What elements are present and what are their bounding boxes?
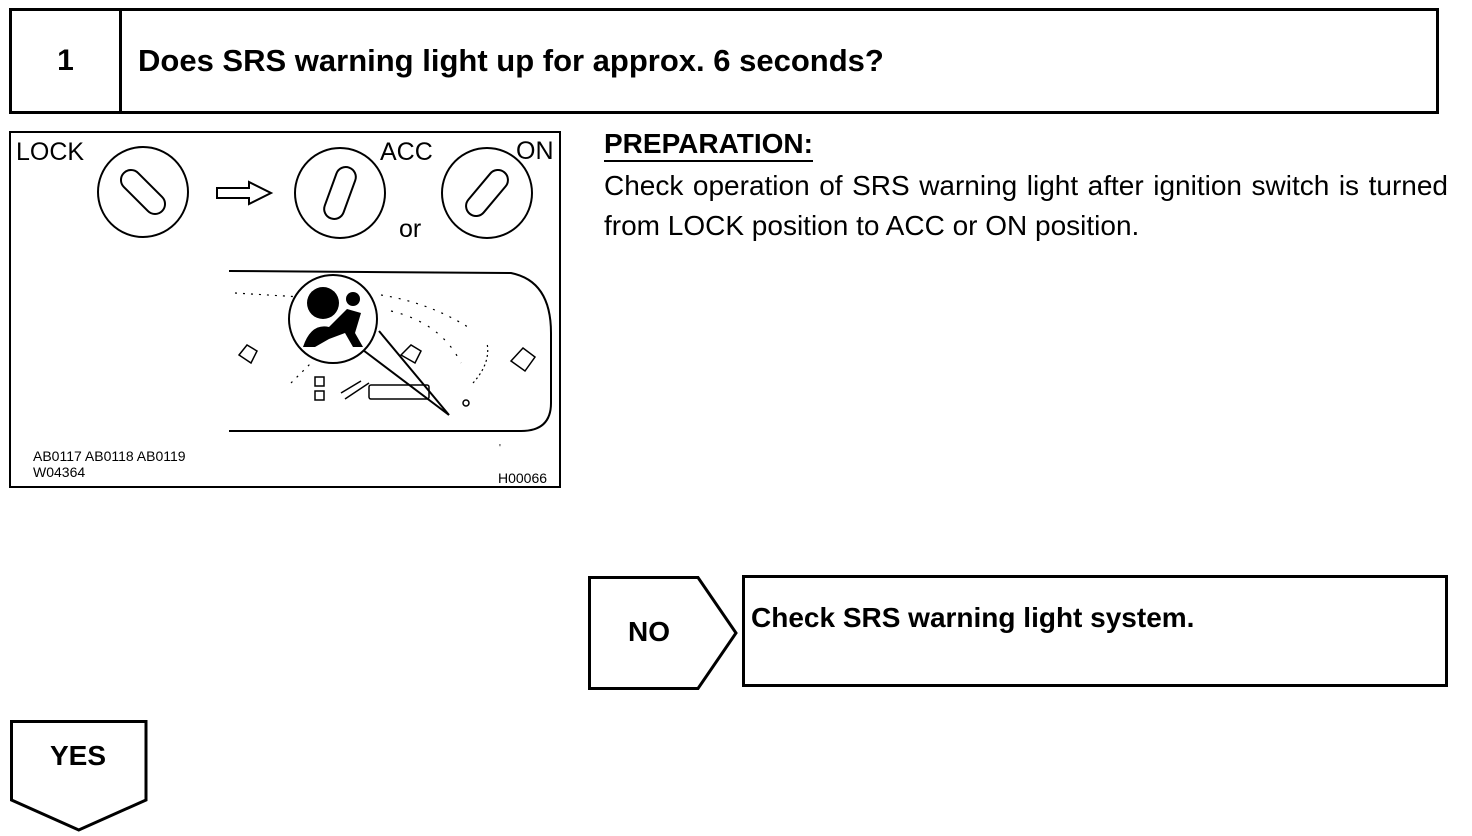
step-number: 1 xyxy=(12,11,122,111)
image-codes-line2: W04364 xyxy=(33,464,86,480)
label-or: or xyxy=(399,215,422,243)
srs-light-callout-icon xyxy=(289,275,377,363)
label-acc: ACC xyxy=(380,138,433,166)
label-lock: LOCK xyxy=(16,138,85,166)
instrument-cluster-icon xyxy=(229,271,551,431)
ignition-switch-acc-icon xyxy=(295,148,385,238)
illustration-drawing xyxy=(11,133,563,490)
image-codes-line1: AB0117 AB0118 AB0119 xyxy=(33,448,186,464)
ignition-illustration xyxy=(9,131,561,488)
no-action-box: Check SRS warning light system. xyxy=(742,575,1448,687)
ignition-switch-lock-icon xyxy=(98,147,188,237)
step-question: Does SRS warning light up for approx. 6 seconds? xyxy=(138,43,884,78)
yes-label: YES xyxy=(49,740,107,771)
figure-code: H00066 xyxy=(498,470,548,486)
preparation-heading: PREPARATION: xyxy=(604,129,813,162)
no-label: NO xyxy=(628,616,670,647)
step-header xyxy=(9,8,1439,114)
preparation-text: Check operation of SRS warning light after ignition switch is turned from LOCK position to ACC or ON position. xyxy=(604,170,1448,241)
label-on: ON xyxy=(516,137,554,165)
arrow-right-icon xyxy=(217,182,271,204)
yes-arrow-shape xyxy=(10,720,148,832)
svg-text:': ' xyxy=(499,443,501,454)
